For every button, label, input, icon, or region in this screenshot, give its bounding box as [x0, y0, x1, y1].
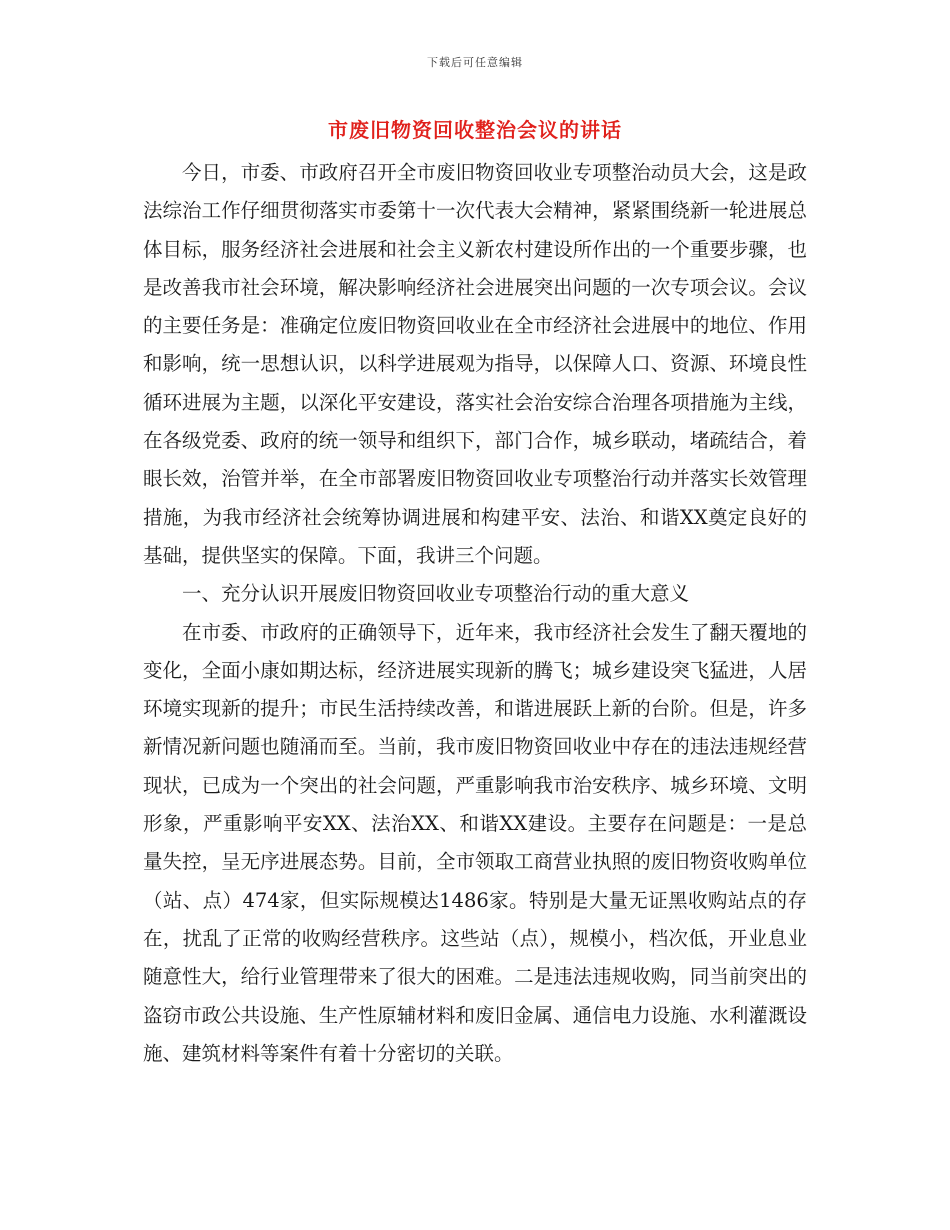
- header-note: 下载后可任意编辑: [427, 56, 523, 69]
- section-heading-one: 一、充分认识开展废旧物资回收业专项整治行动的重大意义: [182, 582, 690, 606]
- paragraph-intro: 今日，市委、市政府召开全市废旧物资回收业专项整治动员大会，这是政法综治工作仔细贯彻落实市委第十一次代表大会精神，紧紧围绕新一轮进展总体目标，服务经济社会进展和社会主义新农村建设所作出的一个重要步骤，也是改善我市社会环境，解决影响经济社会进展突出问题的一次专项会议。会议的主要任务是：准确定位废旧物资回收业在全市经济社会进展中的地位、作用和影响，统一思想认识，以科学进展观为指导，以保障人口、资源、环境良性循环进展为主题，以深化平安建设，落实社会治安综合治理各项措施为主线，在各级党委、政府的统一领导和组织下，部门合作，城乡联动，堵疏结合，着眼长效，治管并举，在全市部署废旧物资回收业专项整治行动并落实长效管理措施，为我市经济社会统筹协调进展和构建平安、法治、和谐XX奠定良好的基础，提供坚实的保障。下面，我讲三个问题。: [143, 161, 807, 567]
- paragraph-section-one: 在市委、市政府的正确领导下，近年来，我市经济社会发生了翻天覆地的变化，全面小康如期达标，经济进展实现新的腾飞；城乡建设突飞猛进，人居环境实现新的提升；市民生活持续改善，和谐进展跃上新的台阶。但是，许多新情况新问题也随涌而至。当前，我市废旧物资回收业中存在的违法违规经营现状，已成为一个突出的社会问题，严重影响我市治安秩序、城乡环境、文明形象，严重影响平安XX、法治XX、和谐XX建设。主要存在问题是：一是总量失控，呈无序进展态势。目前，全市领取工商营业执照的废旧物资收购单位（站、点）474家，但实际规模达1486家。特别是大量无证黑收购站点的存在，扰乱了正常的收购经营秩序。这些站（点），规模小，档次低，开业息业随意性大，给行业管理带来了很大的困难。二是违法违规收购，同当前突出的盗窃市政公共设施、生产性原辅材料和废旧金属、通信电力设施、水利灌溉设施、建筑材料等案件有着十分密切的关联。: [143, 620, 807, 1065]
- document-title: 市废旧物资回收整治会议的讲话: [328, 118, 622, 142]
- document-body: [143, 154, 807, 1073]
